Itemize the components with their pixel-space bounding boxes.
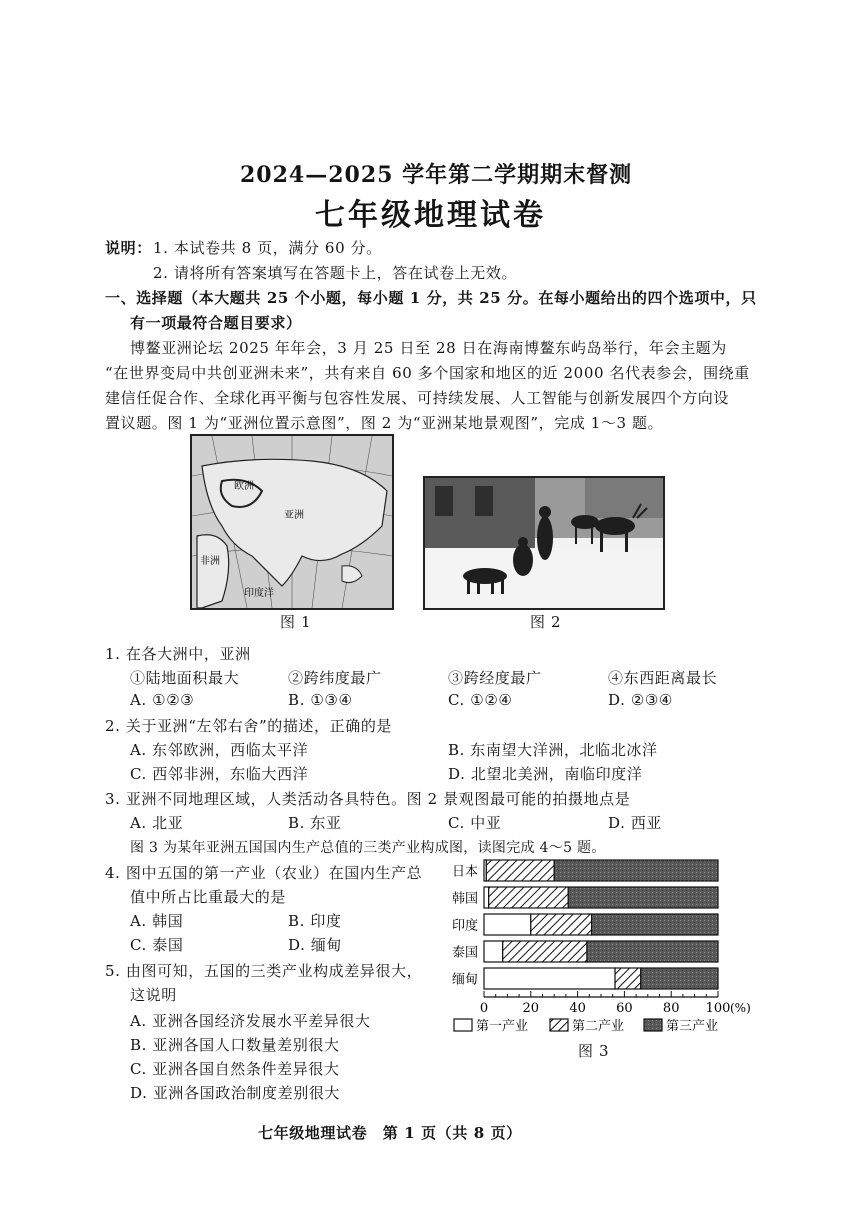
q1-statement: ④东西距离最长 [608,669,718,687]
map-label-africa: 非洲 [200,556,220,567]
q4-option-b[interactable]: B. 印度 [288,912,342,930]
q1-option-a[interactable]: A. ①②③ [130,691,195,709]
figure-3-caption: 图 3 [578,1042,610,1060]
question-2-stem: 2. 关于亚洲“左邻右舍”的描述，正确的是 [105,717,393,735]
q4-option-a[interactable]: A. 韩国 [130,912,184,930]
category-label: 缅甸 [452,972,479,988]
x-unit-label: (%) [730,1001,751,1015]
question-1-stem: 1. 在各大洲中，亚洲 [105,645,251,663]
map-label-indian-ocean: 印度洋 [244,588,274,599]
bar-segment [531,914,592,935]
q1-statement: ③跨经度最广 [448,669,542,687]
question-3-stem: 3. 亚洲不同地理区域，人类活动各具特色。图 2 景观图最可能的拍摄地点是 [105,790,631,808]
q3-option-d[interactable]: D. 西亚 [608,814,663,832]
section-heading-cont: 有一项最符合题目要求） [130,314,302,332]
q5-option-a[interactable]: A. 亚洲各国经济发展水平差异很大 [130,1012,371,1030]
q2-option-a[interactable]: A. 东邻欧洲，西临太平洋 [130,741,309,759]
category-label: 印度 [452,918,479,934]
bar-segment [587,941,718,962]
figure-2-caption: 图 2 [530,613,562,631]
q2-option-c[interactable]: C. 西邻非洲，东临大西洋 [130,765,309,783]
question-5-stem-cont: 这说明 [130,986,177,1004]
passage-line: “在世界变局中共创亚洲未来”，共有来自 60 多个国家和地区的近 2000 名代表参会，围绕重 [105,364,750,382]
bar-segment [484,914,531,935]
q3-option-c[interactable]: C. 中亚 [448,814,502,832]
x-tick-label: 100 [705,1001,731,1016]
bar-segment [503,941,587,962]
legend-swatch [644,1019,662,1031]
q3-option-b[interactable]: B. 东亚 [288,814,342,832]
x-tick-label: 80 [662,1001,680,1016]
page-footer: 七年级地理试卷 第 1 页（共 8 页） [258,1124,522,1142]
map-drawing [192,436,392,608]
q2-option-b[interactable]: B. 东南望大洋洲，北临北冰洋 [448,741,658,759]
bar-segment [489,887,569,908]
passage-line: 置议题。图 1 为“亚洲位置示意图”，图 2 为“亚洲某地景观图”，完成 1～3 题。 [105,414,664,432]
question-5-stem: 5. 由图可知，五国的三类产业构成差异很大， [105,962,423,980]
exam-header-title: 2024—2025 学年第二学期期末督测 [240,162,633,188]
q1-option-d[interactable]: D. ②③④ [608,691,673,709]
map-label-europe: 欧洲 [234,481,254,492]
map-label-asia: 亚洲 [284,510,304,521]
legend-label: 第三产业 [666,1019,719,1034]
legend-swatch [550,1019,568,1031]
category-label: 韩国 [452,891,479,907]
category-label: 泰国 [452,945,479,961]
bar-segment [484,941,503,962]
x-tick-label: 60 [616,1001,633,1016]
legend-label: 第一产业 [476,1019,529,1034]
q4-option-d[interactable]: D. 缅甸 [288,936,343,954]
q4-option-c[interactable]: C. 泰国 [130,936,184,954]
passage-line: 建信任促合作、全球化再平衡与包容性发展、可持续发展、人工智能与创新发展四个方向设 [105,389,730,407]
q2-option-d[interactable]: D. 北望北美洲，南临印度洋 [448,765,643,783]
x-tick-label: 0 [479,1001,489,1016]
q5-option-d[interactable]: D. 亚洲各国政治制度差别很大 [130,1084,341,1102]
category-label: 日本 [452,864,479,880]
question-4-stem-cont: 值中所占比重最大的是 [130,888,287,906]
q1-statement: ①陆地面积最大 [130,669,240,687]
section-heading: 一、选择题（本大题共 25 个小题，每小题 1 分，共 25 分。在每小题给出的四个选项中，只 [105,289,757,307]
passage-line: 博鳌亚洲论坛 2025 年年会，3 月 25 日至 28 日在海南博鳌东屿岛举行，年会主题为 [130,339,727,357]
bar-segment [568,887,718,908]
figure-1-caption: 图 1 [280,613,312,631]
instructions-label: 说明： [105,239,152,257]
photo-drawing [425,478,663,608]
q5-option-b[interactable]: B. 亚洲各国人口数量差别很大 [130,1036,340,1054]
exam-subject-title: 七年级地理试卷 [315,198,546,233]
question-4-stem: 4. 图中五国的第一产业（农业）在国内生产总 [105,864,423,882]
bar-segment [615,968,641,989]
q1-option-b[interactable]: B. ①③④ [288,691,353,709]
q1-statement: ②跨纬度最广 [288,669,382,687]
figure-2-landscape-photo [423,476,665,610]
figure-3-intro: 图 3 为某年亚洲五国国内生产总值的三类产业构成图，读图完成 4～5 题。 [130,840,606,856]
legend-label: 第二产业 [572,1019,625,1034]
q3-option-a[interactable]: A. 北亚 [130,814,184,832]
legend-swatch [454,1019,472,1031]
bar-segment [554,860,718,881]
bar-segment [592,914,718,935]
figure-1-asia-map [190,434,394,610]
instruction-line-1: 1. 本试卷共 8 页，满分 60 分。 [153,239,382,257]
q1-option-c[interactable]: C. ①②④ [448,691,513,709]
x-tick-label: 20 [522,1001,540,1016]
x-tick-label: 40 [569,1001,586,1016]
bar-segment [484,968,615,989]
bar-segment [484,887,489,908]
figure-3-industry-chart [448,852,751,1060]
instruction-line-2: 2. 请将所有答案填写在答题卡上，答在试卷上无效。 [153,264,518,282]
bar-segment [486,860,554,881]
q5-option-c[interactable]: C. 亚洲各国自然条件差异很大 [130,1060,340,1078]
bar-segment [641,968,718,989]
